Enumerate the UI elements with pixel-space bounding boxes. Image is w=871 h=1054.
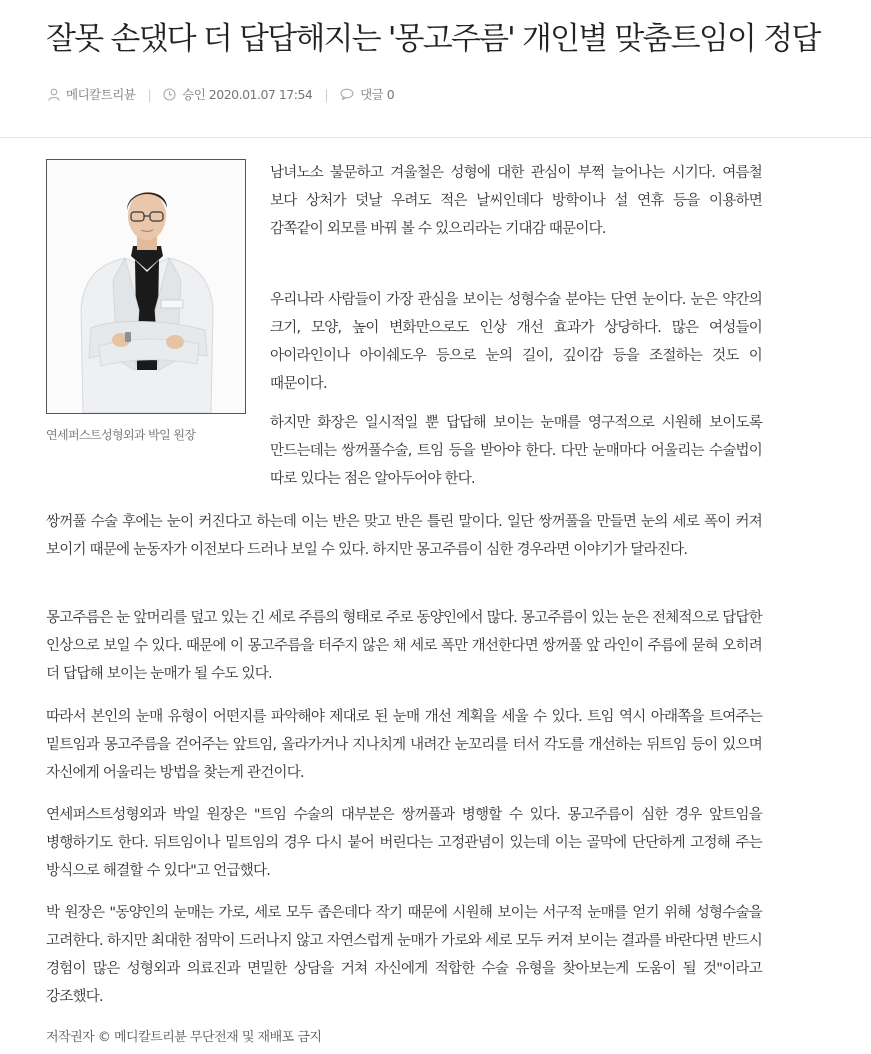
published-item <box>163 85 312 103</box>
photo-caption: 연세퍼스트성형외과 박일 원장 <box>46 428 196 442</box>
header-divider <box>0 137 871 138</box>
article-paragraph: 우리나라 사람들이 가장 관심을 보이는 성형수술 분야는 단연 눈이다. 눈은 약간의 크기, 모양, 높이 변화만으로도 인상 개선 효과가 상당하다. 많은 여성들이 아이라인이나 아이쉐도우 등으로 눈의 길이, 깊이감 등을 조절하는 것도 이 때문이다. <box>270 292 762 392</box>
meta-separator: | <box>324 86 329 102</box>
comment-icon <box>340 88 354 100</box>
copyright-notice: 저작권자 © 메디칼트리뷴 무단전재 및 재배포 금지 <box>46 1030 322 1045</box>
meta-separator: | <box>147 86 152 102</box>
article-title: 잘못 손댔다 더 답답해지는 '몽고주름' 개인별 맞춤트임이 정답 <box>46 21 820 57</box>
clock-icon <box>163 88 176 101</box>
article-paragraph: 하지만 화장은 일시적일 뿐 답답해 보이는 눈매를 영구적으로 시원해 보이도록 만드는데는 쌍꺼풀수술, 트임 등을 받아야 한다. 다만 눈매마다 어울리는 수술법이 따로 있다는 점은 알아두어야 한다. <box>270 415 762 487</box>
article-meta <box>48 84 394 104</box>
article-paragraph: 남녀노소 불문하고 겨울철은 성형에 대한 관심이 부쩍 늘어나는 시기다. 여름철 보다 상처가 덧날 우려도 적은 날씨인데다 방학이나 설 연휴 등을 이용하면 감쪽같이 외모를 바꿔 볼 수 있으리라는 기대감 때문이다. <box>270 165 762 237</box>
author-name[interactable]: 메디칼트리뷴 <box>66 87 136 102</box>
user-icon <box>48 88 60 101</box>
article-photo <box>46 159 246 414</box>
article-paragraph: 박 원장은 "동양인의 눈매는 가로, 세로 모두 좁은데다 작기 때문에 시원해 보이는 서구적 눈매를 얻기 위해 성형수술을 고려한다. 하지만 최대한 점막이 드러나지 않고 자연스럽게 눈매가 가로와 세로 모두 커져 보이는 결과를 바란다면 반드시 경험이 많은 성형외과 의료진과 면밀한 상담을 거쳐 자신에게 적합한 수술 유형을 찾아보는게 도움이 될 것"이라고 강조했다. <box>46 905 762 1005</box>
article-paragraph: 따라서 본인의 눈매 유형이 어떤지를 파악해야 제대로 된 눈매 개선 계획을 세울 수 있다. 트임 역시 아래쪽을 트여주는 밑트임과 몽고주름을 걷어주는 앞트임, 올라가거나 지나치게 내려간 눈꼬리를 터서 각도를 개선하는 뒤트임 등이 있으며 자신에게 어울리는 방법을 찾는게 관건이다. <box>46 709 762 781</box>
article-paragraph: 몽고주름은 눈 앞머리를 덮고 있는 긴 세로 주름의 형태로 주로 동양인에서 많다. 몽고주름이 있는 눈은 전체적으로 답답한 인상으로 보일 수 있다. 때문에 이 몽고주름을 터주지 않은 채 세로 폭만 개선한다면 쌍꺼풀 앞 라인이 주름에 묻혀 오히려 더 답답해 보이는 눈매가 될 수도 있다. <box>46 610 762 682</box>
published-date: 승인 2020.01.07 17:54 <box>182 87 313 102</box>
comments-item[interactable] <box>340 85 394 103</box>
article-paragraph: 연세퍼스트성형외과 박일 원장은 "트임 수술의 대부분은 쌍꺼풀과 병행할 수 있다. 몽고주름이 심한 경우 앞트임을 병행하기도 한다. 뒤트임이나 밑트임의 경우 다시 붙어 버린다는 고정관념이 있는데 이는 골막에 단단하게 고정해 주는 방식으로 해결할 수 있다"고 언급했다. <box>46 807 762 879</box>
comment-count[interactable]: 댓글 0 <box>360 87 395 102</box>
article-paragraph: 쌍꺼풀 수술 후에는 눈이 커진다고 하는데 이는 반은 맞고 반은 틀린 말이다. 일단 쌍꺼풀을 만들면 눈의 세로 폭이 커져 보이기 때문에 눈동자가 이전보다 드러나 보일 수 있다. 하지만 몽고주름이 심한 경우라면 이야기가 달라진다. <box>46 514 762 558</box>
doctor-portrait-image <box>47 160 245 413</box>
author-item <box>48 85 135 103</box>
